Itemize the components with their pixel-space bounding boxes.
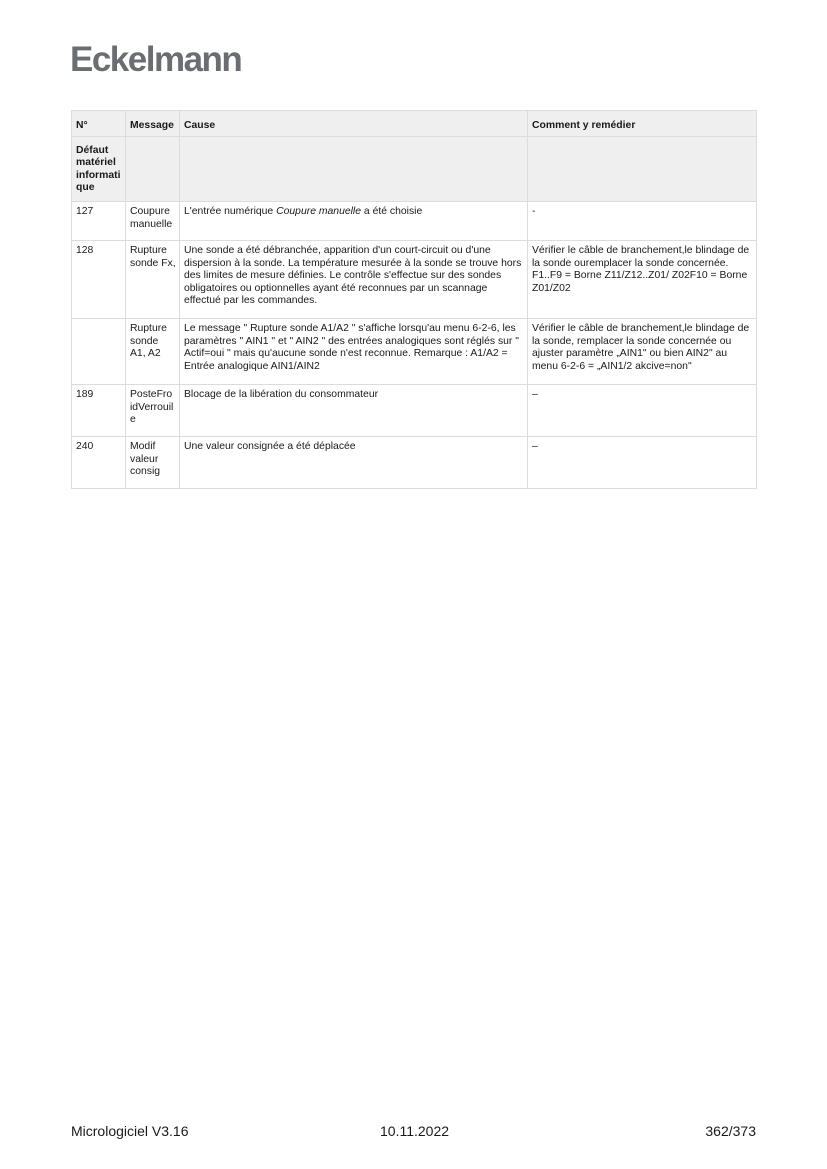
error-message: Rupture sonde Fx, xyxy=(126,240,180,318)
error-message: Coupure manuelle xyxy=(126,201,180,240)
category-row xyxy=(72,136,757,201)
eckelmann-logo: Eckelmann xyxy=(70,40,242,79)
footer-firmware-version: Micrologiciel V3.16 xyxy=(71,1123,189,1139)
header-number: N° xyxy=(72,111,126,137)
error-cause: Blocage de la libération du consommateur xyxy=(180,384,528,436)
error-remedy: Vérifier le câble de branchement,le blindage de la sonde, remplacer la sonde concernée ou ajuster paramètre „AIN1" ou bien AIN2" au menu 6-2-6 = „AIN1/2 akcive=non" xyxy=(528,318,757,384)
error-remedy: Vérifier le câble de branchement,le blindage de la sonde ouremplacer la sonde concernée. F1..F9 = Borne Z11/Z12..Z01/ Z02F10 = Borne Z01/Z02 xyxy=(528,240,757,318)
category-label: Défaut matériel informati que xyxy=(72,136,126,201)
error-message: PosteFro idVerrouil e xyxy=(126,384,180,436)
error-remedy: – xyxy=(528,384,757,436)
error-cause: Le message " Rupture sonde A1/A2 " s'affiche lorsqu'au menu 6-2-6, les paramètres " AIN1 " et " AIN2 " des entrées analogiques sont réglés sur " Actif=oui " mais qu'aucune sonde n'est reconnue. Remarque : A1/A2 = Entrée analogique AIN1/AIN2 xyxy=(180,318,528,384)
error-message: Modif valeur consig xyxy=(126,436,180,488)
error-number xyxy=(72,318,126,384)
footer-page-number: 362/373 xyxy=(705,1123,756,1139)
error-number: 128 xyxy=(72,240,126,318)
cause-emphasis: Coupure manuelle xyxy=(276,205,362,217)
header-cause: Cause xyxy=(180,111,528,137)
header-remedy: Comment y remédier xyxy=(528,111,757,137)
error-remedy: – xyxy=(528,436,757,488)
table-row xyxy=(72,201,757,240)
error-number: 189 xyxy=(72,384,126,436)
table-row xyxy=(72,384,757,436)
error-message: Rupture sonde A1, A2 xyxy=(126,318,180,384)
table-row xyxy=(72,436,757,488)
table-row xyxy=(72,240,757,318)
error-cause: L'entrée numérique Coupure manuelle a été choisie xyxy=(180,201,528,240)
error-remedy: - xyxy=(528,201,757,240)
header-message: Message xyxy=(126,111,180,137)
table-row xyxy=(72,318,757,384)
table-header-row xyxy=(72,111,757,137)
error-cause: Une valeur consignée a été déplacée xyxy=(180,436,528,488)
error-number: 240 xyxy=(72,436,126,488)
error-number: 127 xyxy=(72,201,126,240)
footer-date: 10.11.2022 xyxy=(380,1123,450,1139)
error-cause: Une sonde a été débranchée, apparition d'un court-circuit ou d'une dispersion à la sonde. La température mesurée à la sonde se trouve hors des limites de mesure définies. Le contrôle s'effectue sur des sondes obligatoires ou optionnelles ayant été reconnues par un scannage effectué par les commandes. xyxy=(180,240,528,318)
error-table xyxy=(71,110,757,489)
